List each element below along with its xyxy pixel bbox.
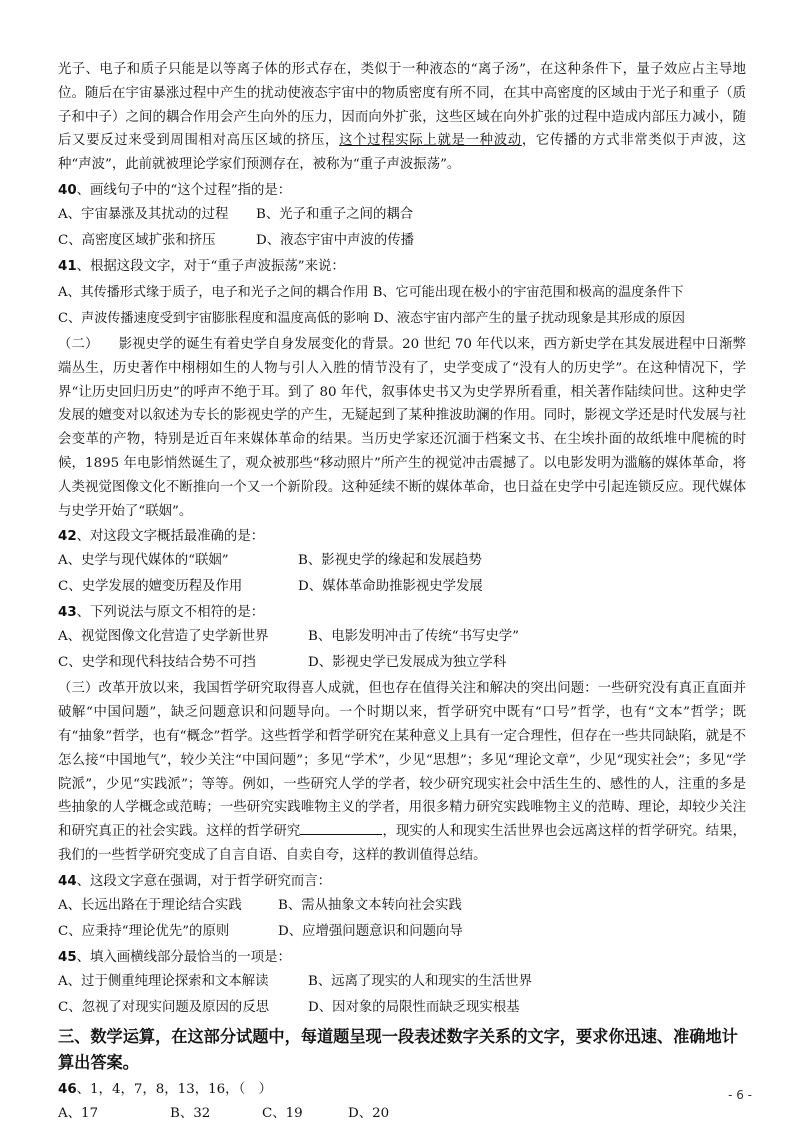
options-row (58, 651, 746, 675)
option-a: A、17 (58, 1105, 99, 1121)
option-a: A、视觉图像文化营造了史学新世界 (58, 629, 269, 645)
option-b: B、远离了现实的人和现实的生活世界 (308, 973, 533, 989)
option-b: B、需从抽象文本转向社会实践 (278, 897, 462, 913)
option-b: B、电影发明冲击了传统“书写史学” (308, 629, 519, 645)
page-number: - 6 - (728, 1088, 752, 1102)
option-c: C、忽视了对现实问题及原因的反思 (58, 999, 270, 1015)
passage-1-text-b: ，它传播的方式非常类似于声波，这种“声波”，此前就被理论学家们预测存在，被称为“重子声波振荡”。 (58, 133, 747, 173)
option-c: C、史学和现代科技结合势不可挡 (58, 655, 256, 671)
question-number: 40 (58, 182, 77, 198)
exam-page (58, 58, 746, 1126)
question-stem: 、根据这段文字，对于“重子声波振荡”来说： (76, 258, 345, 274)
question-44 (58, 870, 746, 894)
option-b: B、影视史学的缘起和发展趋势 (298, 553, 482, 569)
question-number: 44 (58, 873, 77, 889)
question-43 (58, 601, 746, 625)
option-a: A、宇宙暴涨及其扰动的过程 (58, 206, 229, 222)
passage-3-text-b: ，现实的人和现实生活世界也会远离这样的哲学研究。结果，我们的一些哲学研究变成了自言自语、自卖自夸，这样的教训值得总结。 (58, 824, 747, 863)
options-row (58, 549, 746, 573)
question-41 (58, 255, 746, 279)
passage-3 (58, 677, 746, 867)
options-row (58, 1102, 746, 1126)
option-c: C、应秉持“理论优先”的原则 (58, 923, 230, 939)
option-d: D、影视史学已发展成为独立学科 (308, 655, 507, 671)
question-number: 41 (58, 258, 77, 274)
option-c: C、19 (262, 1105, 303, 1121)
question-stem: 、画线句子中的“这个过程”指的是： (76, 182, 292, 198)
section-heading: 三、数学运算，在这部分试题中，每道题呈现一段表述数字关系的文字，要求你迅速、准确地计算出答案。 (58, 1026, 738, 1072)
options-row (58, 970, 746, 994)
options-row (58, 229, 746, 253)
question-number: 42 (58, 529, 77, 545)
question-number: 46 (58, 1081, 77, 1097)
question-stem: 、这段文字意在强调，对于哲学研究而言： (76, 873, 332, 889)
question-number: 45 (58, 949, 77, 965)
question-stem: 、填入画横线部分最恰当的一项是： (76, 949, 291, 965)
question-stem: 、对这段文字概括最准确的是： (76, 529, 265, 545)
options-row-ab: A、其传播形式缘于质子，电子和光子之间的耦合作用 B、它可能出现在极小的宇宙范围和极高的温度条件下 (58, 284, 684, 300)
question-40 (58, 179, 746, 203)
option-d: D、20 (348, 1105, 390, 1121)
passage-3-text-a: （三）改革开放以来，我国哲学研究取得喜人成就，但也存在值得关注和解决的突出问题：一些研究没有真正直面并破解“中国问题”，缺乏问题意识和问题导向。一个时期以来，哲学研究中既有“口号”哲学，也有“文本”哲学；既有“抽象”哲学，也有“概念”哲学。这些哲学和哲学研究在某种意义上具有一定合理性，但存在一些共同缺陷，就是不怎么接“中国地气”，较少关注“中国问题”；多见“学术”，少见“思想”；多见“理论文章”，少见“现实社会”；多见“学院派”，少见“实践派”；等等。例如，一些研究人学的学者，较少研究现实社会中活生生的、感性的人，注重的多是些抽象的人学概念或范畴；一些研究实践唯物主义的学者，用很多精力研究实践唯物主义的范畴、理论，却较少关注和研究真正的社会实践。这样的哲学研究 (58, 681, 746, 840)
underlined-sentence: 这个过程实际上就是一种波动 (339, 133, 522, 149)
passage-1 (58, 58, 746, 177)
options-row (58, 575, 746, 599)
options-row (58, 996, 746, 1020)
question-45 (58, 946, 746, 970)
option-d: D、应增强问题意识和问题向导 (278, 923, 463, 939)
option-a: A、过于侧重纯理论探索和文本解读 (58, 973, 269, 989)
question-stem: 、1，4，7，8，13，16，（ ） (76, 1081, 273, 1097)
passage-1-text-a: 光子、电子和质子只能是以等离子体的形式存在，类似于一种液态的“离子汤”，在这种条件下，量子效应占主导地位。随后在宇宙暴涨过程中产生的扰动使液态宇宙中的物质密度有所不同，在其中高密度的区域由于光子和重子（质子和中子）之间的耦合作用会产生向外的压力，因而向外扩张，这些区域在向外扩张的过程中造成内部压力减小，随后又要反过来受到周围相对高压区域的挤压， (58, 62, 746, 149)
option-a: A、长远出路在于理论结合实践 (58, 897, 242, 913)
question-number: 43 (58, 605, 77, 621)
option-d: D、液态宇宙中声波的传播 (256, 232, 415, 248)
passage-2: （二） 影视史学的诞生有着史学自身发展变化的背景。20 世纪 70 年代以来，西方新史学在其发展进程中日渐弊端丛生，历史著作中栩栩如生的人物与引人入胜的情节没有了，史学变成了“没有人的历史学”。在这种情况下，学界“让历史回归历史”的呼声不绝于耳。到了 80 年代，叙事体史书又为史学界所看重，相关著作陆续问世。这种史学发展的嬗变对以叙述为专长的影视史学的产生，无疑起到了某种推波助澜的作用。同时，影视文学还是时代发展与社会变革的产物，特别是近百年来媒体革命的结果。当历史学家还沉湎于档案文书、在尘埃扑面的故纸堆中爬梳的时候，1895 年电影悄然诞生了，观众被那些“移动照片”所产生的视觉冲击震撼了。以电影发明为滥觞的媒体革命，将人类视觉图像文化不断推向一个又一个新阶段。这种延续不断的媒体革命，也日益在史学中引起连锁反应。现代媒体与史学开始了“联姻”。 (58, 336, 746, 519)
option-a: A、史学与现代媒体的“联姻” (58, 553, 229, 569)
question-42 (58, 525, 746, 549)
option-c: C、高密度区域扩张和挤压 (58, 232, 216, 248)
question-46 (58, 1078, 746, 1102)
question-stem: 、下列说法与原文不相符的是： (76, 605, 265, 621)
options-row (58, 920, 746, 944)
options-row (58, 625, 746, 649)
option-b: B、32 (170, 1105, 211, 1121)
option-d: D、媒体革命助推影视史学发展 (298, 579, 483, 595)
option-d: D、因对象的局限性而缺乏现实根基 (308, 999, 520, 1015)
options-row (58, 203, 746, 227)
options-row (58, 894, 746, 918)
options-row-cd: C、声波传播速度受到宇宙膨胀程度和温度高低的影响 D、液态宇宙内部产生的量子扰动现象是其形成的原因 (58, 310, 685, 326)
option-c: C、史学发展的嬗变历程及作用 (58, 579, 243, 595)
option-b: B、光子和重子之间的耦合 (256, 206, 414, 222)
fill-in-blank (300, 820, 382, 835)
